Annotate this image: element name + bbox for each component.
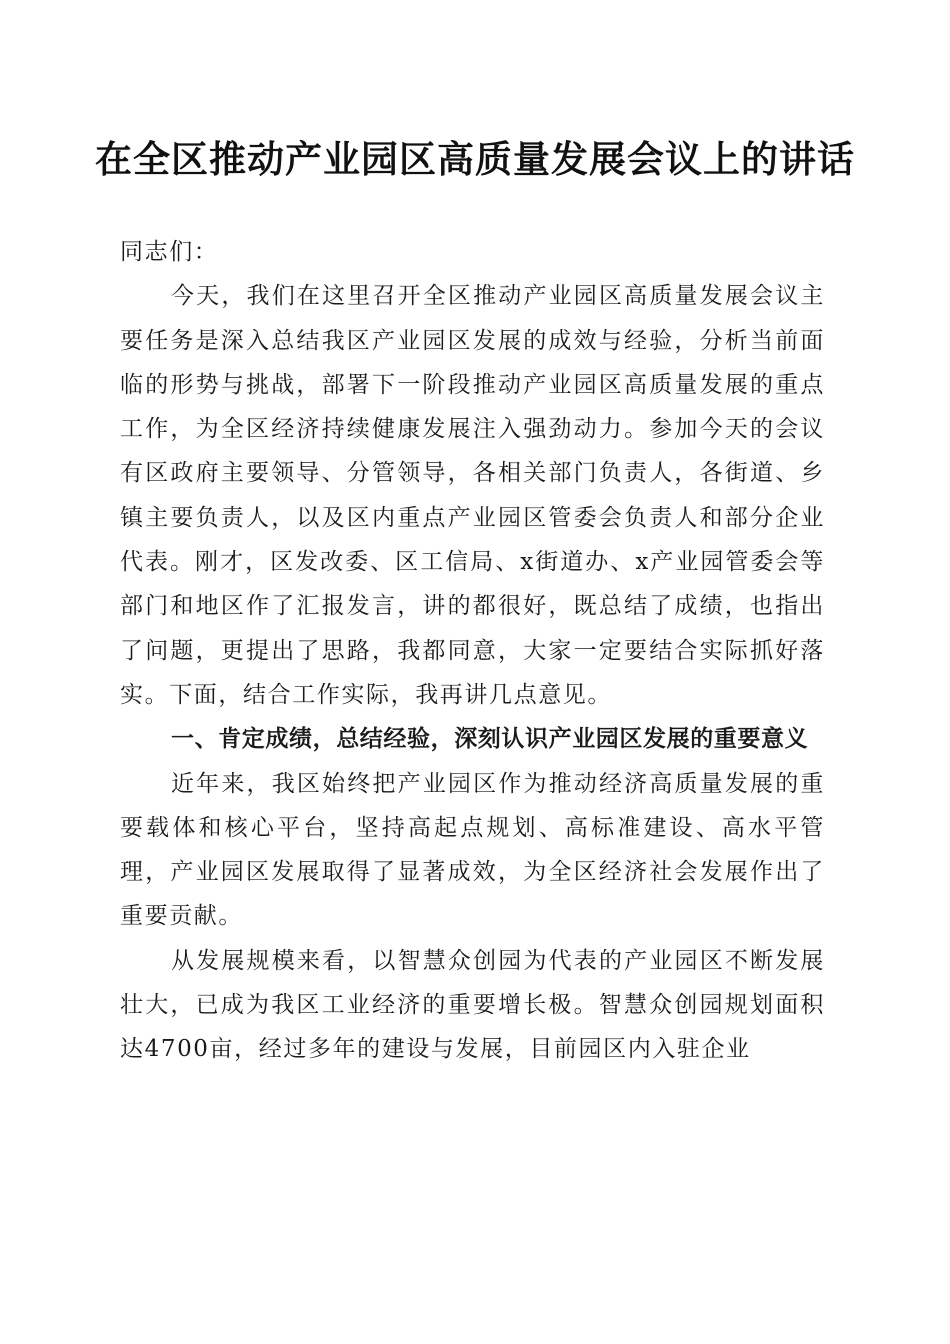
paragraph-scale: 从发展规模来看，以智慧众创园为代表的产业园区不断发展壮大，已成为我区工业经济的重要增长极。智慧众创园规划面积达4700亩，经过多年的建设与发展，目前园区内入驻企业: [120, 947, 825, 1063]
paragraph-opening: 今天，我们在这里召开全区推动产业园区高质量发展会议主要任务是深入总结我区产业园区发展的成效与经验，分析当前面临的形势与挑战，部署下一阶段推动产业园区高质量发展的重点工作，为全区经济持续健康发展注入强劲动力。参加今天的会议有区政府主要领导、分管领导，各相关部门负责人，各街道、乡镇主要负责人，以及区内重点产业园区管委会负责人和部分企业代表。刚才，区发改委、区工信局、x街道办、x产业园管委会等部门和地区作了汇报发言，讲的都很好，既总结了成绩，也指出了问题，更提出了思路，我都同意，大家一定要结合实际抓好落实。下面，结合工作实际，我再讲几点意见。: [120, 283, 825, 708]
document-body: [120, 230, 825, 1072]
section-heading-1: 一、肯定成绩，总结经验，深刻认识产业园区发展的重要意义: [171, 726, 809, 753]
salutation: 同志们：: [120, 239, 219, 265]
document-title: 在全区推动产业园区高质量发展会议上的讲话: [95, 137, 855, 181]
paragraph-achievements: 近年来，我区始终把产业园区作为推动经济高质量发展的重要载体和核心平台，坚持高起点规划、高标准建设、高水平管理，产业园区发展取得了显著成效，为全区经济社会发展作出了重要贡献。: [120, 770, 825, 930]
